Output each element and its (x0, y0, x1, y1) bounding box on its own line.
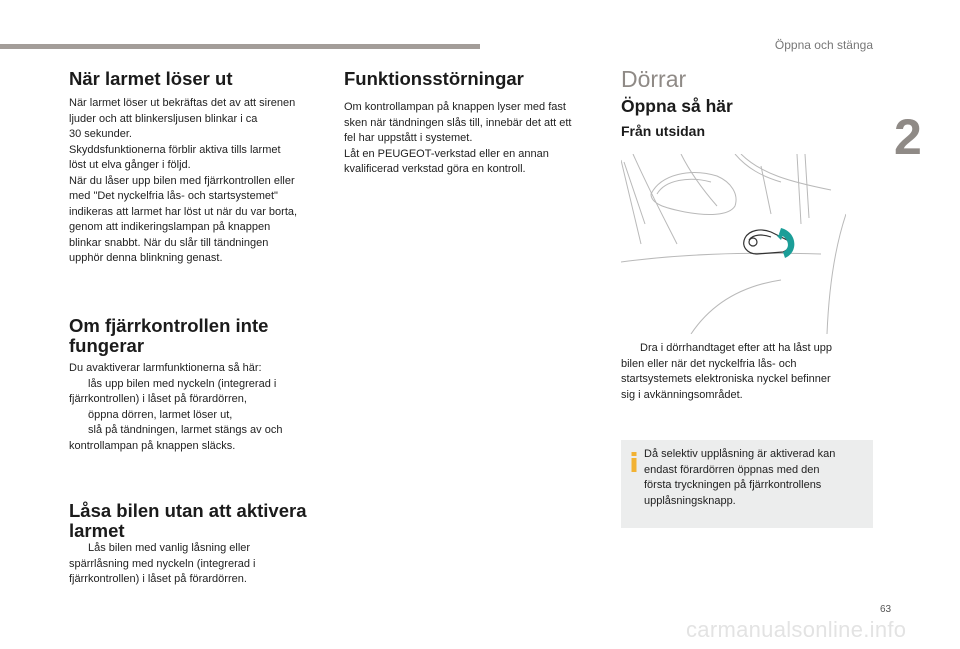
page-number: 63 (880, 604, 892, 615)
info-text: Då selektiv upplåsning är aktiverad kan endast förardörren öppnas med den första tryckningen på fjärrkontrollens upplåsningsknapp. (644, 448, 836, 507)
chapter-number: 2 (894, 109, 922, 165)
info-icon (630, 452, 638, 472)
list-item: öppna dörren, larmet löser ut, (88, 408, 233, 421)
outside-heading: Från utsidan (621, 123, 706, 139)
malfunction-heading: Funktionsstörningar (344, 68, 524, 89)
header-bar (0, 44, 480, 49)
alarm-text: När larmet löser ut bekräftas det av att sirenen ljuder och att blinkersljusen blinkar i ca 30 sekunder. Skyddsfunktionerna förblir aktiva tills larmet löst ut elva gånger i följd. När du låser upp bilen med fjärrkontrollen eller med "Det nyckelfria lås- och startsystemet" indikeras att larmet har löst ut när du var borta, genom att indikeringslampan på knappen blinkar snabbt. När du slår till tändningen upphör denna blinkning genast. (69, 97, 298, 264)
lock-text (69, 541, 324, 588)
info-box (621, 440, 873, 528)
remote-text: Du avaktiverar larmfunktionerna så här: lås upp bilen med nyckeln (integrerad i fjärrkontrollen) i låset på förardörren, öppna dörren, larmet löser ut, slå på tändningen, larmet stängs av och kontrollampan på knappen släcks. (69, 362, 283, 452)
list-item: lås upp bilen med nyckeln (integrerad i fjärrkontrollen) i låset på förardörren, (69, 377, 277, 405)
malfunction-text: Om kontrollampan på knappen lyser med fast sken när tändningen slås till, innebär det att ett fel har uppstått i systemet. Låt en PEUGEOT-verkstad eller en annan kvalificerad verkstad göra en kontroll. (344, 101, 572, 175)
list-item: Lås bilen med vanlig låsning eller spärrlåsning med nyckeln (integrerad i fjärrkontrollen) i låset på förardörren. (69, 542, 256, 585)
open-heading: Öppna så här (621, 96, 733, 116)
watermark: carmanualsonline.info (686, 617, 907, 642)
door-handle-illustration (621, 154, 846, 334)
lock-heading: Låsa bilen utan att aktivera larmet (69, 500, 307, 541)
section-label: Öppna och stänga (774, 38, 873, 52)
doors-title: Dörrar (621, 66, 687, 92)
remote-heading: Om fjärrkontrollen inte fungerar (69, 315, 269, 356)
list-item: slå på tändningen, larmet stängs av och kontrollampan på knappen släcks. (69, 424, 283, 452)
list-item: Dra i dörrhandtaget efter att ha låst upp bilen eller när det nyckelfria lås- och startsystemets elektroniska nyckel befinner sig i avkänningsområdet. (621, 342, 833, 401)
alarm-heading: När larmet löser ut (69, 68, 233, 89)
door-text (621, 341, 876, 403)
